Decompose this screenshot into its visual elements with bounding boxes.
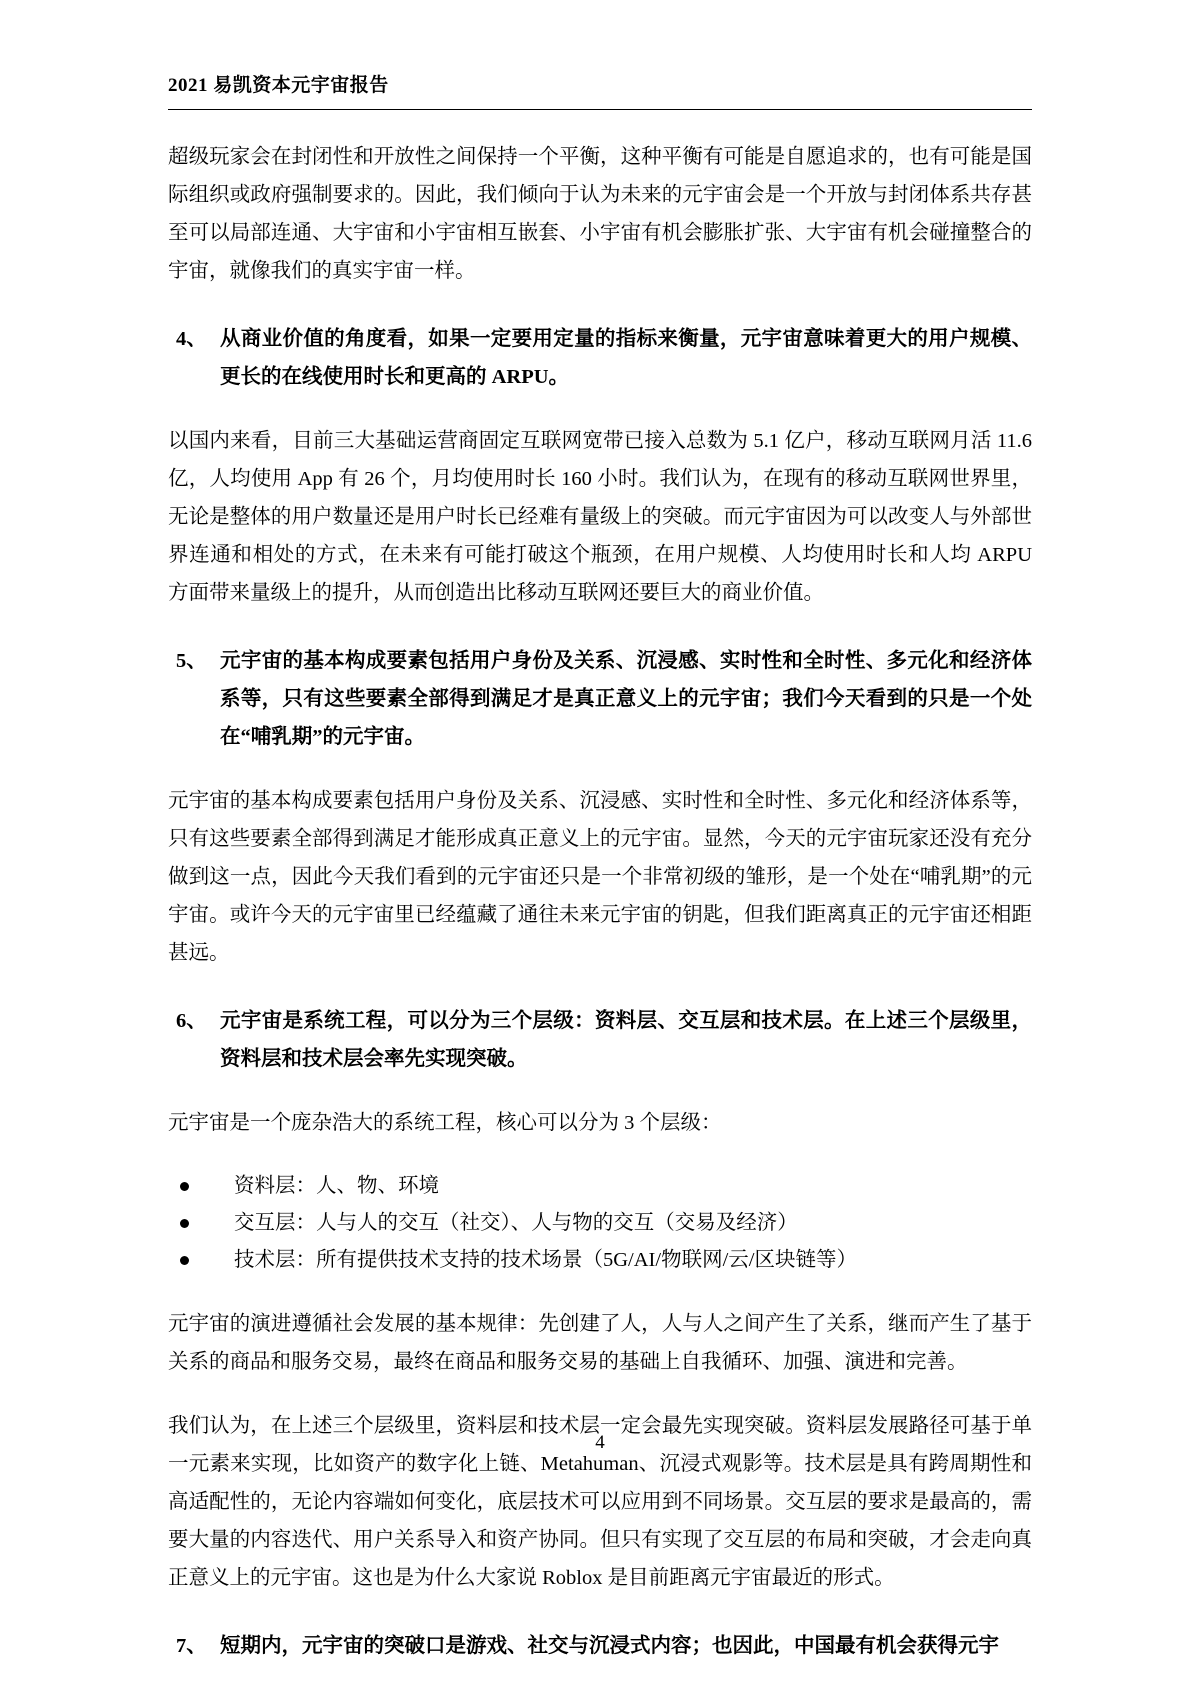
list-item <box>174 1168 1032 1205</box>
paragraph: 超级玩家会在封闭性和开放性之间保持一个平衡，这种平衡有可能是自愿追求的，也有可能是国际组织或政府强制要求的。因此，我们倾向于认为未来的元宇宙会是一个开放与封闭体系共存甚至可以局部连通、大宇宙和小宇宙相互嵌套、小宇宙有机会膨胀扩张、大宇宙有机会碰撞整合的宇宙，就像我们的真实宇宙一样。 <box>168 146 1032 282</box>
paragraph: 元宇宙是一个庞杂浩大的系统工程，核心可以分为 3 个层级： <box>168 1112 722 1134</box>
paragraph: 元宇宙的演进遵循社会发展的基本规律：先创建了人，人与人之间产生了关系，继而产生了基于关系的商品和服务交易，最终在商品和服务交易的基础上自我循环、加强、演进和完善。 <box>168 1313 1032 1373</box>
paragraph: 以国内来看，目前三大基础运营商固定互联网宽带已接入总数为 5.1 亿户，移动互联网月活 11.6 亿，人均使用 App 有 26 个，月均使用时长 160 小时。我们认为，在现有的移动互联网世界里，无论是整体的用户数量还是用户时长已经难有量级上的突破。而元宇宙因为可以改变人与外部世界连通和相处的方式，在未来有可能打破这个瓶颈，在用户规模、人均使用时长和人均 ARPU 方面带来量级上的提升，从而创造出比移动互联网还要巨大的商业价值。 <box>168 430 1032 604</box>
bullet-list <box>174 1168 1032 1279</box>
section-number: 5、 <box>176 650 207 672</box>
section-heading-5 <box>168 642 1032 756</box>
page-content <box>168 70 1032 1665</box>
page-header: 2021 易凯资本元宇宙报告 <box>168 70 1032 110</box>
list-item-label: 技术层：所有提供技术支持的技术场景（5G/AI/物联网/云/区块链等） <box>234 1249 857 1271</box>
list-item <box>174 1205 1032 1242</box>
list-item <box>174 1242 1032 1279</box>
section-number: 6、 <box>176 1010 207 1032</box>
section-heading-6 <box>168 1002 1032 1078</box>
paragraph: 元宇宙的基本构成要素包括用户身份及关系、沉浸感、实时性和全时性、多元化和经济体系等，只有这些要素全部得到满足才能形成真正意义上的元宇宙。显然，今天的元宇宙玩家还没有充分做到这一点，因此今天我们看到的元宇宙还只是一个非常初级的雏形，是一个处在“哺乳期”的元宇宙。或许今天的元宇宙里已经蕴藏了通往未来元宇宙的钥匙，但我们距离真正的元宇宙还相距甚远。 <box>168 790 1032 964</box>
section-title: 元宇宙的基本构成要素包括用户身份及关系、沉浸感、实时性和全时性、多元化和经济体系等，只有这些要素全部得到满足才是真正意义上的元宇宙；我们今天看到的只是一个处在“哺乳期”的元宇宙。 <box>220 650 1032 748</box>
section-heading-4 <box>168 320 1032 396</box>
paragraph: 我们认为，在上述三个层级里，资料层和技术层一定会最先实现突破。资料层发展路径可基于单一元素来实现，比如资产的数字化上链、Metahuman、沉浸式观影等。技术层是具有跨周期性和高适配性的，无论内容端如何变化，底层技术可以应用到不同场景。交互层的要求是最高的，需要大量的内容迭代、用户关系导入和资产协同。但只有实现了交互层的布局和突破，才会走向真正意义上的元宇宙。这也是为什么大家说 Roblox 是目前距离元宇宙最近的形式。 <box>168 1415 1032 1589</box>
bullet-dot-icon <box>174 1242 234 1279</box>
section-title: 短期内，元宇宙的突破口是游戏、社交与沉浸式内容；也因此，中国最有机会获得元宇 <box>220 1635 999 1657</box>
section-title: 元宇宙是系统工程，可以分为三个层级：资料层、交互层和技术层。在上述三个层级里，资料层和技术层会率先实现突破。 <box>220 1010 1032 1070</box>
section-number: 4、 <box>176 328 207 350</box>
list-item-label: 交互层：人与人的交互（社交）、人与物的交互（交易及经济） <box>234 1212 798 1234</box>
list-item-label: 资料层：人、物、环境 <box>234 1175 439 1197</box>
bullet-dot-icon <box>174 1168 234 1205</box>
bullet-dot-icon <box>174 1205 234 1242</box>
page-number: 4 <box>595 1432 605 1453</box>
section-heading-7 <box>168 1627 1032 1665</box>
section-number: 7、 <box>176 1635 207 1657</box>
section-title: 从商业价值的角度看，如果一定要用定量的指标来衡量，元宇宙意味着更大的用户规模、更长的在线使用时长和更高的 ARPU。 <box>220 328 1032 388</box>
